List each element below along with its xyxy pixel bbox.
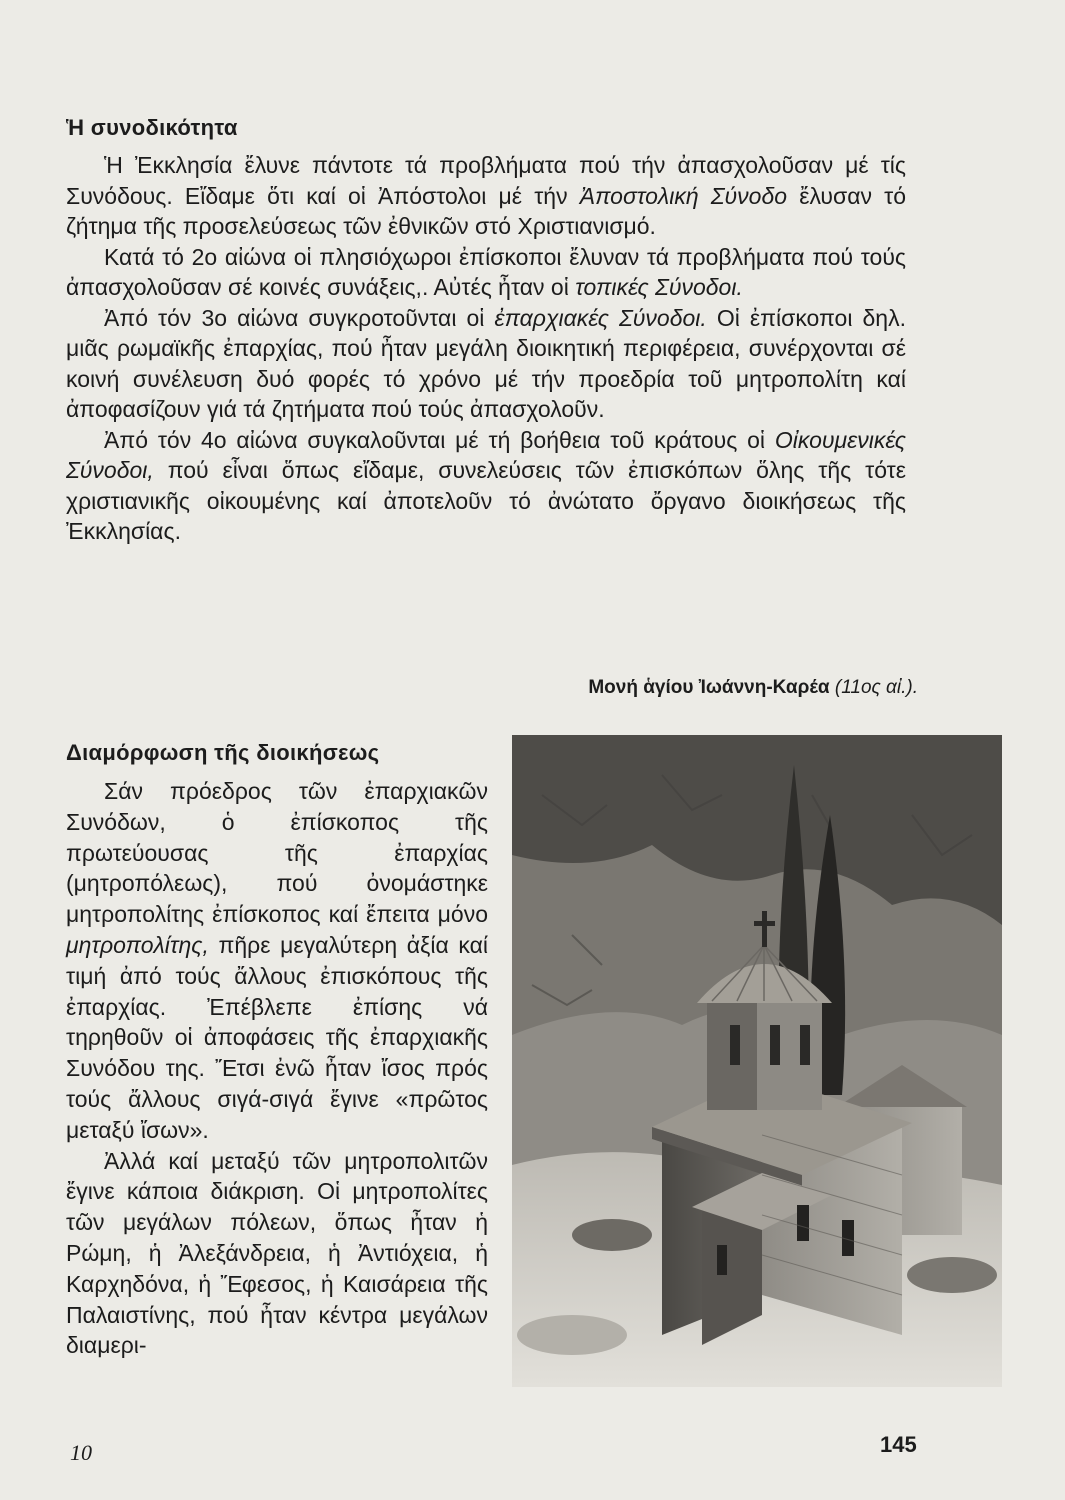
- italic-term: Ἀποστολική Σύνοδο: [579, 182, 788, 209]
- italic-term: Οἰκουμενικές Σύνοδοι,: [66, 426, 906, 483]
- section-heading-synodality: Ἡ συνοδικότητα: [66, 115, 238, 140]
- italic-term: μητροπολίτης,: [66, 931, 209, 958]
- page-number-left: 10: [70, 1440, 92, 1465]
- text-run: Σάν πρόεδρος τῶν ἐπαρχιακῶν Συνόδων, ὁ ἐπίσκοπος τῆς πρωτεύουσας τῆς ἐπαρχίας (μητροπόλεως), πού ὀνομάστηκε μητροπολίτης ἐπίσκοπος καί ἔπειτα μόνο: [66, 778, 488, 928]
- italic-term: ἐπαρχιακές Σύνοδοι.: [494, 304, 707, 331]
- paragraph: [66, 1146, 488, 1362]
- text-run: ἔλυσαν τό ζήτημα τῆς προσελεύσεως τῶν ἐθνικῶν στό Χριστιανισμό.: [66, 182, 907, 239]
- text-run: Ἡ Ἐκκλησία ἔλυνε πάντοτε τά προβλήματα πού τήν ἀπασχολοῦσαν μέ τίς Συνόδους. Εἴδαμε ὅτι καί οἱ Ἀπόστολοι μέ τήν: [66, 152, 906, 209]
- text-run: Κατά τό 2ο αἰώνα οἱ πλησιόχωροι ἐπίσκοποι ἔλυναν τά προβλήματα πού τούς ἀπασχολοῦσαν σέ κοινές συνάξεις,. Αὐτές ἦταν οἱ: [66, 243, 906, 300]
- paragraph: [66, 776, 488, 1146]
- text-run: Ἀπό τόν 4ο αἰώνα συγκαλοῦνται μέ τή βοήθεια τοῦ κράτους οἱ: [104, 426, 775, 453]
- caption-date: (11ος αἰ.).: [834, 677, 918, 698]
- page-number-right: 145: [880, 1432, 917, 1457]
- section-heading-administration: Διαμόρφωση τῆς διοικήσεως: [66, 740, 380, 765]
- main-text-block: [66, 150, 906, 547]
- column-text-block: [66, 776, 488, 1361]
- monastery-church-illustration: [512, 735, 1002, 1387]
- caption-title: Μονή ἁγίου Ἰωάννη-Καρέα: [588, 677, 830, 698]
- photo-caption: [500, 677, 918, 699]
- text-run: πού εἶναι ὅπως εἴδαμε, συνελεύσεις τῶν ἐπισκόπων ὅλης τῆς τότε χριστιανικῆς οἰκουμένης καί ἀποτελοῦν τό ἀνώτατο ὄργανο διοικήσεως τῆς Ἐκκλησίας.: [66, 457, 906, 544]
- text-run: Ἀπό τόν 3ο αἰώνα συγκροτοῦνται οἱ: [104, 304, 495, 331]
- italic-term: τοπικές Σύνοδοι.: [575, 274, 743, 300]
- paragraph: [66, 150, 906, 242]
- text-run: Οἱ ἐπίσκοποι δηλ. μιᾶς ρωμαϊκῆς ἐπαρχίας, πού ἦταν μεγάλη διοικητική περιφέρεια, συνέρχονται σέ κοινή συνέλευση δυό φορές τό χρόνο μέ τήν προεδρία τοῦ μητροπολίτη καί ἀποφασίζουν γιά τά ζητήματα πού τούς ἀπασχολοῦν.: [66, 304, 906, 422]
- monastery-photo: [512, 735, 1002, 1387]
- text-run: πῆρε μεγαλύτερη ἀξία καί τιμή ἀπό τούς ἄλλους ἐπισκόπους τῆς ἐπαρχίας. Ἐπέβλεπε ἐπίσης νά τηρηθοῦν οἱ ἀποφάσεις τῆς ἐπαρχιακῆς Συνόδου της. Ἔτσι ἐνῶ ἦταν ἴσος πρός τούς ἄλλους σιγά-σιγά ἔγινε «πρῶτος μεταξύ ἴσων».: [66, 931, 488, 1143]
- paragraph: [66, 242, 906, 303]
- text-run: Ἀλλά καί μεταξύ τῶν μητροπολιτῶν ἔγινε κάποια διάκριση. Οἱ μητροπολίτες τῶν μεγάλων πόλεων, ὅπως ἦταν ἡ Ρώμη, ἡ Ἀλεξάνδρεια, ἡ Ἀντιόχεια, ἡ Καρχηδόνα, ἡ Ἔφεσος, ἡ Καισάρεια τῆς Παλαιστίνης, πού ἦταν κέντρα μεγάλων διαμερι-: [66, 1147, 488, 1359]
- paragraph: [66, 425, 906, 547]
- paragraph: [66, 303, 906, 425]
